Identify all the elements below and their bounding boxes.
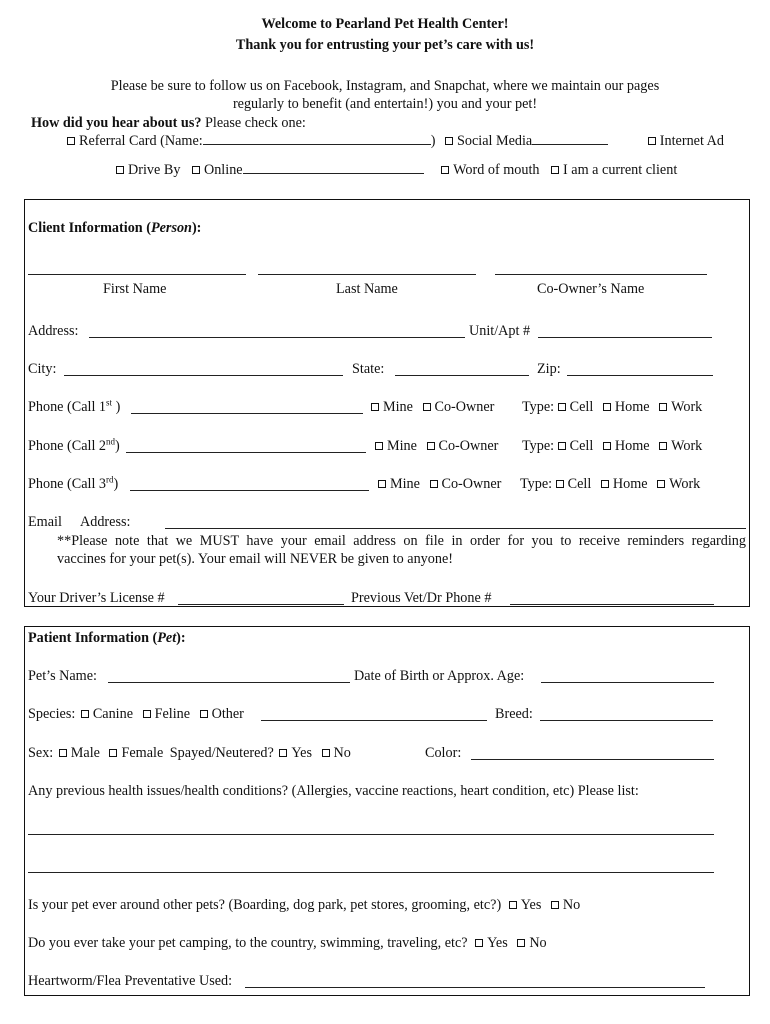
pets-name-label: Pet’s Name:	[28, 668, 97, 684]
phone1-cell-checkbox[interactable]	[558, 403, 566, 411]
phone2-co-owner-checkbox[interactable]	[427, 442, 435, 450]
spayed-label: Spayed/Neutered?	[169, 745, 274, 761]
other-pets-no-checkbox[interactable]	[551, 901, 559, 909]
social-follow-line-1: Please be sure to follow us on Facebook, Instagram, and Snapchat, where we maintain our pages	[110, 78, 660, 94]
previous-vet-label: Previous Vet/Dr Phone #	[351, 590, 492, 606]
online-field[interactable]	[243, 162, 424, 174]
drivers-license-field[interactable]	[178, 604, 344, 605]
breed-field[interactable]	[540, 720, 713, 721]
referral-options-row-2	[116, 162, 677, 179]
address-field[interactable]	[89, 337, 465, 338]
referral-question-row	[31, 115, 306, 132]
phone3-owner-options: Mine Co-Owner	[378, 476, 501, 493]
last-name-field[interactable]	[258, 274, 476, 275]
last-name-label: Last Name	[336, 281, 398, 297]
phone2-mine-checkbox[interactable]	[375, 442, 383, 450]
patient-heading: Patient Information (Pet):	[28, 630, 186, 646]
phone3-field[interactable]	[130, 490, 369, 491]
heartworm-field[interactable]	[245, 987, 705, 988]
referral-name-field[interactable]	[203, 133, 431, 145]
color-field[interactable]	[471, 759, 714, 760]
online-checkbox[interactable]	[192, 166, 200, 174]
social-media-field[interactable]	[532, 133, 608, 145]
social-media-checkbox[interactable]	[445, 137, 453, 145]
phone2-owner-options: Mine Co-Owner	[375, 438, 498, 455]
species-row: Species: Canine Feline Other	[28, 706, 244, 722]
social-media-label: Social Media	[456, 133, 533, 149]
referral-question: How did you hear about us?	[31, 115, 202, 131]
phone3-cell-checkbox[interactable]	[556, 480, 564, 488]
phone1-type-options: Type: Cell Home Work	[522, 399, 703, 415]
form-subtitle: Thank you for entrusting your pet’s care with us!	[235, 37, 535, 53]
spayed-no-checkbox[interactable]	[322, 749, 330, 757]
camping-row: Do you ever take your pet camping, to the country, swimming, traveling, etc? Yes No	[28, 935, 547, 951]
referral-options-row-1: Referral Card (Name: ) Social Media Internet Ad	[67, 133, 724, 150]
co-owner-name-label: Co-Owner’s Name	[537, 281, 645, 297]
camping-no-checkbox[interactable]	[517, 939, 525, 947]
heartworm-label: Heartworm/Flea Preventative Used:	[28, 973, 233, 989]
camping-yes-checkbox[interactable]	[475, 939, 483, 947]
co-owner-name-field[interactable]	[495, 274, 707, 275]
spayed-yes-checkbox[interactable]	[279, 749, 287, 757]
color-label: Color:	[425, 745, 462, 761]
male-checkbox[interactable]	[59, 749, 67, 757]
unit-apt-field[interactable]	[538, 337, 712, 338]
current-client-label: I am a current client	[563, 162, 678, 178]
female-checkbox[interactable]	[109, 749, 117, 757]
phone3-work-checkbox[interactable]	[657, 480, 665, 488]
phone3-home-checkbox[interactable]	[601, 480, 609, 488]
referral-card-label: Referral Card (Name:	[79, 133, 203, 149]
phone1-home-checkbox[interactable]	[603, 403, 611, 411]
other-species-checkbox[interactable]	[200, 710, 208, 718]
phone2-cell-checkbox[interactable]	[558, 442, 566, 450]
phone1-owner-options: Mine Co-Owner	[371, 399, 494, 416]
phone1-work-checkbox[interactable]	[659, 403, 667, 411]
health-issues-field-line-2[interactable]	[28, 872, 714, 873]
drive-by-checkbox[interactable]	[116, 166, 124, 174]
zip-label: Zip:	[537, 361, 561, 377]
online-label: Online	[203, 162, 243, 178]
other-pets-row: Is your pet ever around other pets? (Boarding, dog park, pet stores, grooming, etc?) Yes No	[28, 897, 581, 913]
phone2-home-checkbox[interactable]	[603, 442, 611, 450]
previous-vet-field[interactable]	[510, 604, 714, 605]
phone2-field[interactable]	[126, 452, 366, 453]
social-follow-line-2: regularly to benefit (and entertain!) you and your pet!	[232, 96, 538, 112]
drivers-license-label: Your Driver’s License #	[28, 590, 165, 606]
health-issues-field-line-1[interactable]	[28, 834, 714, 835]
phone3-co-owner-checkbox[interactable]	[430, 480, 438, 488]
drive-by-label: Drive By	[128, 162, 181, 178]
phone3-type-options: Type: Cell Home Work	[520, 476, 701, 492]
feline-checkbox[interactable]	[143, 710, 151, 718]
referral-card-checkbox[interactable]	[67, 137, 75, 145]
phone3-label: Phone (Call 3rd)	[28, 474, 119, 492]
email-note-line-2: vaccines for your pet(s). Your email will NEVER be given to anyone!	[57, 551, 453, 567]
first-name-field[interactable]	[28, 274, 246, 275]
word-of-mouth-label: Word of mouth	[453, 162, 540, 178]
phone2-work-checkbox[interactable]	[659, 442, 667, 450]
unit-apt-label: Unit/Apt #	[469, 323, 531, 339]
phone2-type-options: Type: Cell Home Work	[522, 438, 703, 454]
phone2-label: Phone (Call 2nd)	[28, 436, 120, 454]
first-name-label: First Name	[103, 281, 167, 297]
phone1-co-owner-checkbox[interactable]	[423, 403, 431, 411]
pets-name-field[interactable]	[108, 682, 350, 683]
breed-label: Breed:	[495, 706, 533, 722]
canine-checkbox[interactable]	[81, 710, 89, 718]
phone1-label: Phone (Call 1st )	[28, 397, 121, 415]
zip-field[interactable]	[567, 375, 713, 376]
state-field[interactable]	[395, 375, 529, 376]
email-note-line-1: **Please note that we MUST have your email address on file in order for you to receive reminders regarding	[57, 533, 746, 549]
email-field[interactable]	[165, 528, 746, 529]
form-title: Welcome to Pearland Pet Health Center!	[261, 16, 509, 32]
client-heading: Client Information (Person):	[28, 220, 202, 236]
internet-ad-label: Internet Ad	[659, 133, 724, 149]
other-pets-yes-checkbox[interactable]	[509, 901, 517, 909]
email-address-label: Address:	[80, 514, 131, 530]
health-issues-label: Any previous health issues/health conditions? (Allergies, vaccine reactions, heart condition, etc) Please list:	[28, 783, 639, 799]
dob-label: Date of Birth or Approx. Age:	[354, 668, 525, 684]
phone1-mine-checkbox[interactable]	[371, 403, 379, 411]
current-client-checkbox[interactable]	[551, 166, 559, 174]
dob-field[interactable]	[541, 682, 714, 683]
phone3-mine-checkbox[interactable]	[378, 480, 386, 488]
address-label: Address:	[28, 323, 79, 339]
state-label: State:	[352, 361, 385, 377]
phone1-field[interactable]	[131, 413, 363, 414]
sex-row: Sex: Male Female Spayed/Neutered? Yes No	[28, 745, 351, 761]
email-label: Email	[28, 514, 62, 530]
word-of-mouth-checkbox[interactable]	[441, 166, 449, 174]
city-field[interactable]	[64, 375, 343, 376]
referral-instruction: Please check one:	[201, 115, 306, 131]
city-label: City:	[28, 361, 57, 377]
other-species-field[interactable]	[261, 720, 487, 721]
internet-ad-checkbox[interactable]	[648, 137, 656, 145]
